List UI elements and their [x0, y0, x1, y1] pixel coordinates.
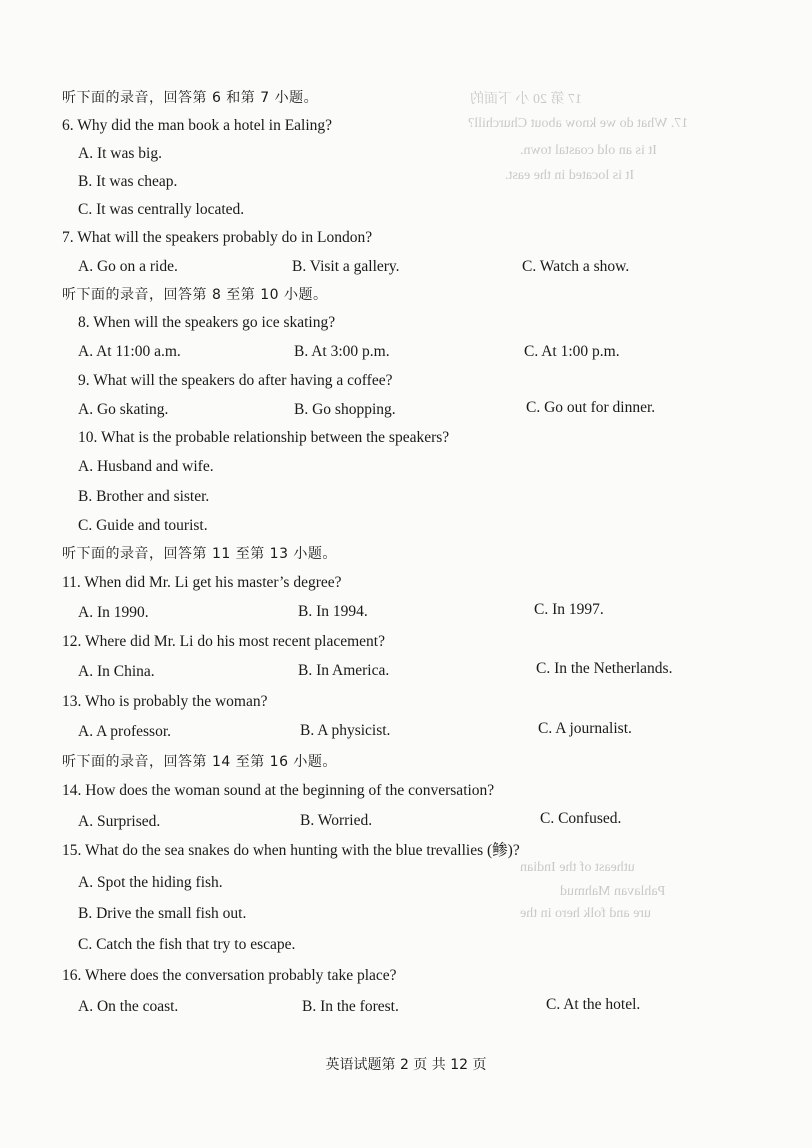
question-6: 6. Why did the man book a hotel in Ealing? [62, 117, 333, 134]
option-8b: B. At 3:00 p.m. [294, 343, 390, 360]
option-6c: C. It was centrally located. [78, 201, 245, 218]
option-14a: A. Surprised. [78, 813, 161, 830]
option-15b: B. Drive the small fish out. [78, 905, 247, 922]
option-12b: B. In America. [298, 662, 390, 679]
question-7: 7. What will the speakers probably do in London? [62, 229, 373, 246]
option-12a: A. In China. [78, 663, 155, 680]
option-16a: A. On the coast. [78, 998, 179, 1015]
option-10c: C. Guide and tourist. [78, 517, 208, 534]
option-11a: A. In 1990. [78, 604, 149, 621]
option-13c: C. A journalist. [538, 720, 632, 737]
bleed-through-text: It is an old coastal town. [520, 143, 657, 158]
option-8c: C. At 1:00 p.m. [524, 343, 620, 360]
bleed-through-text: utheast of the Indian [520, 860, 635, 875]
option-14b: B. Worried. [300, 812, 373, 829]
option-16b: B. In the forest. [302, 998, 399, 1015]
question-11: 11. When did Mr. Li get his master’s degree? [62, 574, 342, 591]
question-15: 15. What do the sea snakes do when hunting with the blue trevallies (鲹)? [62, 842, 520, 859]
question-12: 12. Where did Mr. Li do his most recent placement? [62, 633, 385, 650]
bleed-through-text: Pahlavan Mahmud [560, 884, 666, 899]
option-6b: B. It was cheap. [78, 173, 178, 190]
question-14: 14. How does the woman sound at the beginning of the conversation? [62, 782, 495, 799]
option-7a: A. Go on a ride. [78, 258, 178, 275]
bleed-through-text: 17 第 20 小 下面的 [470, 92, 582, 107]
option-16c: C. At the hotel. [546, 996, 641, 1013]
question-8: 8. When will the speakers go ice skating? [78, 314, 336, 331]
option-7b: B. Visit a gallery. [292, 258, 400, 275]
bleed-through-text: ure and folk hero in the [520, 906, 652, 921]
bleed-through-text: 17. What do we know about Churchill? [468, 116, 689, 131]
option-9a: A. Go skating. [78, 401, 169, 418]
section-heading: 听下面的录音，回答第 8 至第 10 小题。 [62, 287, 328, 303]
option-15c: C. Catch the fish that try to escape. [78, 936, 296, 953]
option-10a: A. Husband and wife. [78, 458, 214, 475]
option-10b: B. Brother and sister. [78, 488, 210, 505]
option-9b: B. Go shopping. [294, 401, 396, 418]
bleed-through-text: It is located in the east. [505, 168, 635, 183]
option-7c: C. Watch a show. [522, 258, 630, 275]
question-16: 16. Where does the conversation probably take place? [62, 967, 397, 984]
section-heading: 听下面的录音，回答第 14 至第 16 小题。 [62, 754, 337, 770]
question-13: 13. Who is probably the woman? [62, 693, 268, 710]
section-heading: 听下面的录音，回答第 6 和第 7 小题。 [62, 90, 319, 106]
option-12c: C. In the Netherlands. [536, 660, 673, 677]
option-6a: A. It was big. [78, 145, 162, 162]
option-8a: A. At 11:00 a.m. [78, 343, 181, 360]
page-footer: 英语试题第 2 页 共 12 页 [325, 1057, 487, 1073]
option-14c: C. Confused. [540, 810, 622, 827]
option-13a: A. A professor. [78, 723, 171, 740]
section-heading: 听下面的录音，回答第 11 至第 13 小题。 [62, 546, 337, 562]
question-9: 9. What will the speakers do after having a coffee? [78, 372, 393, 389]
option-11b: B. In 1994. [298, 603, 368, 620]
question-10: 10. What is the probable relationship between the speakers? [78, 429, 450, 446]
option-13b: B. A physicist. [300, 722, 391, 739]
option-9c: C. Go out for dinner. [526, 399, 656, 416]
option-15a: A. Spot the hiding fish. [78, 874, 223, 891]
option-11c: C. In 1997. [534, 601, 604, 618]
